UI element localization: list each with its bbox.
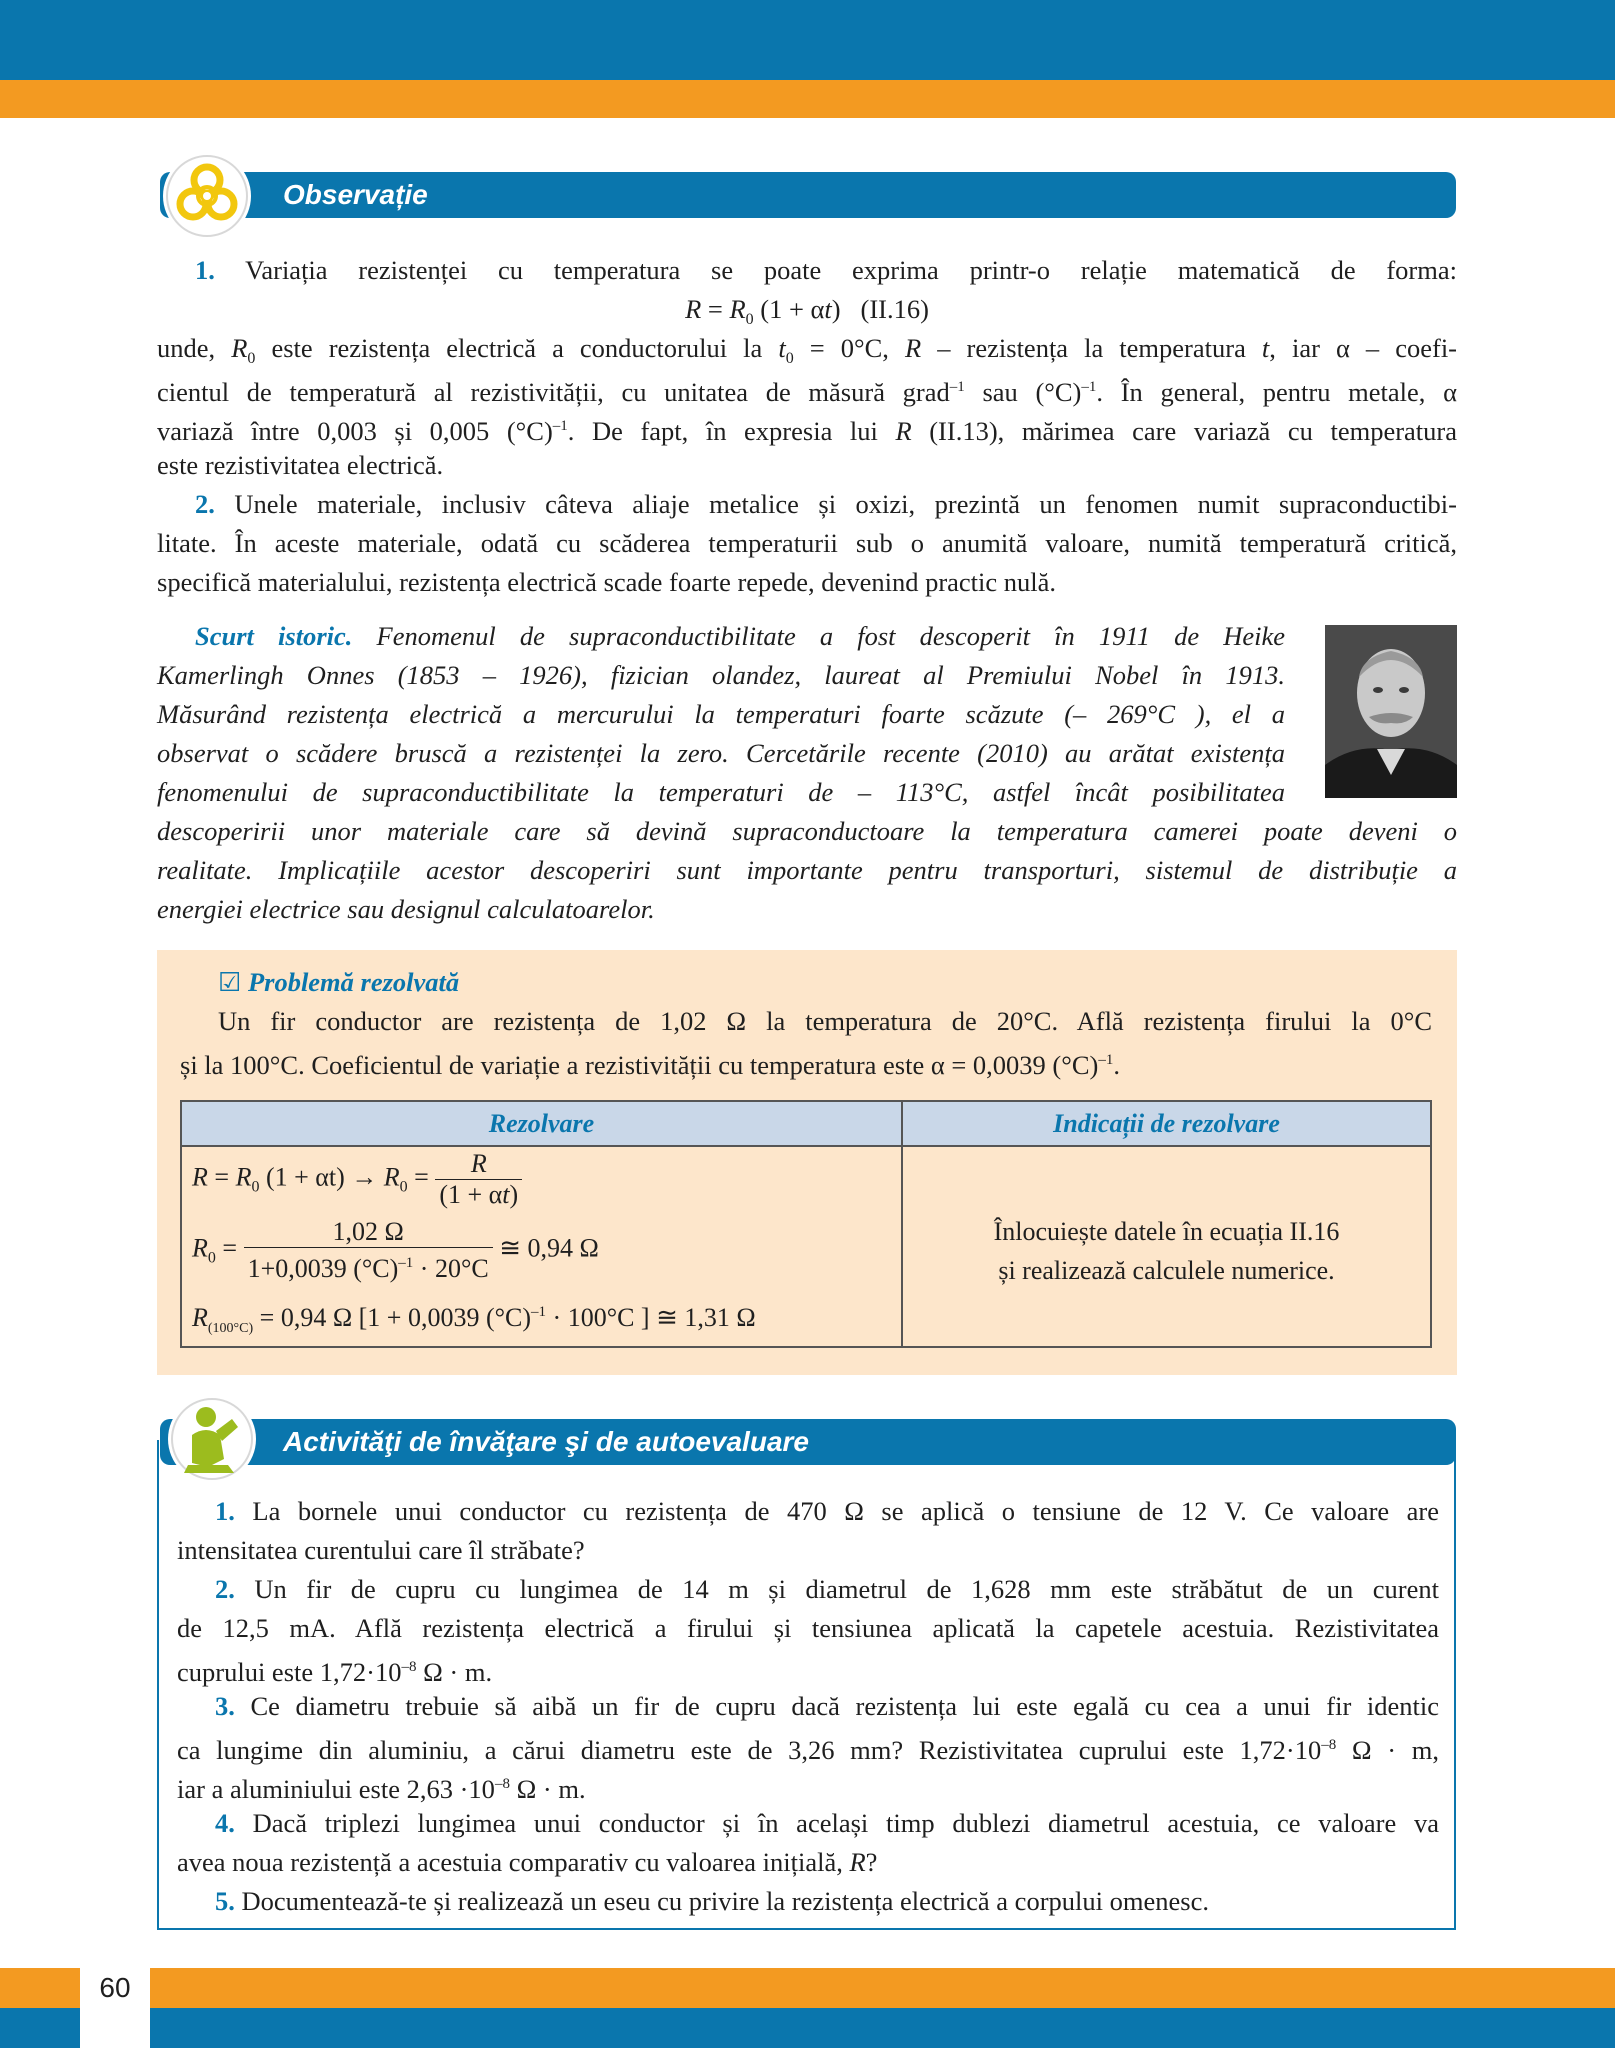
solution-step2: $R_0$ = $\frac{1,02 \Omega}{1+0,0039 (^\circ C)^{-1} \cdot 20^\circ C}$ ≅ 0,94 Ω: [192, 1217, 599, 1283]
history-line2: Kamerlingh Onnes (1853 – 1926), fizician olandez, laureat al Premiului Nobel în 1913.: [157, 660, 1285, 690]
problem-line1: Un fir conductor are rezistența de 1,02 Ω la temperatura de 20°C. Află rezistența firului la 0°C: [218, 1006, 1432, 1036]
activity-3-line1: 3. Ce diametru trebuie să aibă un fir de cupru dacă rezistența lui este egală cu cea a unui fir identic: [215, 1691, 1439, 1721]
footer-blue-band: [0, 2008, 1615, 2048]
observation-p1-line1: 1. Variația rezistenței cu temperatura se poate exprima printr-o relație matematică de forma:: [195, 255, 1457, 285]
activity-3-line3: iar a aluminiului este $2,63 \cdot 10^{-8}$ Ω · m.: [177, 1774, 586, 1804]
activity-1-line1: 1. La bornele unui conductor cu rezistența de 470 Ω se aplică o tensiune de 12 V. Ce valoare are: [215, 1496, 1440, 1526]
observation-p2-line1: 2. Unele materiale, inclusiv câteva aliaje metalice și oxizi, prezintă un fenomen numit supraconductibi-: [195, 489, 1457, 519]
activity-3-line2: ca lungime din aluminiu, a cărui diametru este de 3,26 mm? Rezistivitatea cuprului este $1,72\cdot 10^{-8}$ Ω · m,: [177, 1735, 1439, 1765]
history-line1: Scurt istoric. Fenomenul de supraconductibilitate a fost descoperit în 1911 de Heike: [195, 621, 1286, 651]
page-number: 60: [99, 1972, 131, 2003]
observation-p2-line2: litate. În aceste materiale, odată cu scăderea temperaturii sub o anumită valoare, numită temperatură critică,: [157, 528, 1457, 558]
biohazard-icon: [163, 152, 251, 240]
hints-header: Indicații de rezolvare: [902, 1101, 1431, 1146]
observation-p2-number: 2.: [195, 489, 215, 519]
history-line6: descoperirii unor materiale care să devină supraconductoare la temperatura camerei poate deveni o: [157, 816, 1457, 846]
solution-table: [180, 1100, 1432, 1348]
observation-p2-line3: specifică materialului, rezistența electrică scade foarte repede, devenind practic nulă.: [157, 567, 1057, 597]
formula-II16: $R = R_0$ (1 + αt) (II.16): [685, 294, 929, 328]
observation-p1-line4: variază între 0,003 și 0,005 $(^\circ C)^{-1}$. De fapt, în expresia lui R (II.13), mărimea care variază cu temperatura: [157, 416, 1457, 446]
activity-1-line2: intensitatea curentului care îl străbate?: [177, 1535, 585, 1565]
problem-heading: [218, 963, 1418, 1002]
solution-header: Rezolvare: [181, 1101, 902, 1146]
fraction-R0: $\frac{R}{(1 + \alpha t)}$: [435, 1149, 522, 1210]
problem-title: Problemă rezolvată: [247, 967, 460, 997]
observation-p1-line3: cientul de temperatură al rezistivității, cu unitatea de măsură grad$^{-1}$ sau $(^\circ C)^{-1}$. În general, pentru metale, α: [157, 377, 1457, 407]
activity-2-line3: cuprului este $1,72\cdot 10^{-8}$ Ω · m.: [177, 1657, 493, 1687]
history-line4: observat o scădere bruscă a rezistenței la zero. Cercetările recente (2010) au arătat existența: [157, 738, 1285, 768]
history-line5: fenomenului de supraconductibilitate la temperaturi de – 113°C, astfel încât posibilitatea: [157, 777, 1285, 807]
activity-4-line2: avea noua rezistență a acestuia comparativ cu valoarea inițială, R?: [177, 1847, 878, 1877]
observation-p1-line2: unde, $R_0$ este rezistența electrică a conductorului la $t_0 = 0^\circ C$, R – rezistența la temperatura t, iar α – coefi-: [157, 333, 1458, 367]
history-line8: energiei electrice sau designul calculatoarelor.: [157, 894, 655, 924]
portrait-photo: [1325, 625, 1457, 798]
activity-2-number: 2.: [215, 1574, 235, 1604]
hints-text: Înlocuiește datele în ecuația II.16 și realizează calculele numerice.: [993, 1217, 1340, 1285]
observation-title: Observație: [283, 179, 428, 210]
observation-p1-number: 1.: [195, 255, 215, 285]
activity-1-number: 1.: [215, 1496, 235, 1526]
history-line3: Măsurând rezistența electrică a mercurului la temperaturi foarte scăzute (– 269°C ), el a: [157, 699, 1285, 729]
activity-5-number: 5.: [215, 1886, 235, 1916]
formula-label: (II.16): [860, 294, 929, 324]
problem-line2: și la 100°C. Coeficientul de variație a rezistivității cu temperatura este α = 0,0039 $(^\circ C)^{-1}$.: [180, 1050, 1120, 1080]
header-orange-band: [0, 80, 1615, 118]
activity-3-number: 3.: [215, 1691, 235, 1721]
solution-step3: $R_{(100^\circ C)} = 0,94$ Ω [1 + 0,0039 $(^\circ C)^{-1} \cdot 100^\circ C$ ] ≅ 1,31 Ω: [192, 1303, 756, 1336]
footer-orange-band: [0, 1968, 1615, 2008]
history-line7: realitate. Implicațiile acestor descoperiri sunt importante pentru transporturi, sistemul de distribuție a: [157, 855, 1457, 885]
activity-2-line1: 2. Un fir de cupru cu lungimea de 14 m și diametrul de 1,628 mm este străbătut de un curent: [215, 1574, 1439, 1604]
activity-5-line1: 5. Documentează-te și realizează un eseu cu privire la rezistența electrică a corpului omenesc.: [215, 1886, 1209, 1916]
observation-p1-line5: este rezistivitatea electrică.: [157, 450, 444, 480]
activity-4-number: 4.: [215, 1808, 235, 1838]
activities-icon: [168, 1395, 256, 1483]
activity-4-line1: 4. Dacă triplezi lungimea unui conductor și în același timp dublezi diametrul acestuia, ce valoare va: [215, 1808, 1439, 1838]
solution-cell: [181, 1146, 902, 1347]
onnes-portrait: [1325, 625, 1457, 798]
history-label: Scurt istoric.: [195, 621, 353, 651]
activity-2-line2: de 12,5 mA. Află rezistența electrică a firului și tensiunea aplicată la capetele acestuia. Rezistivitatea: [177, 1613, 1439, 1643]
reading-person-icon: [168, 1395, 256, 1483]
activities-title: Activităţi de învăţare şi de autoevaluare: [283, 1426, 809, 1457]
observation-icon: [163, 152, 251, 240]
hints-cell: [902, 1146, 1431, 1347]
fraction-numeric: $\frac{1,02 \Omega}{1+0,0039 (^\circ C)^{-1} \cdot 20^\circ C}$: [244, 1217, 493, 1284]
checkbox-icon: ☑: [218, 968, 242, 997]
header-blue-band: [0, 0, 1615, 80]
solution-step1: $R = R_0$ $(1 + \alpha t) \to R_0$ = $\frac{R}{(1 + \alpha t)}$: [192, 1149, 522, 1210]
